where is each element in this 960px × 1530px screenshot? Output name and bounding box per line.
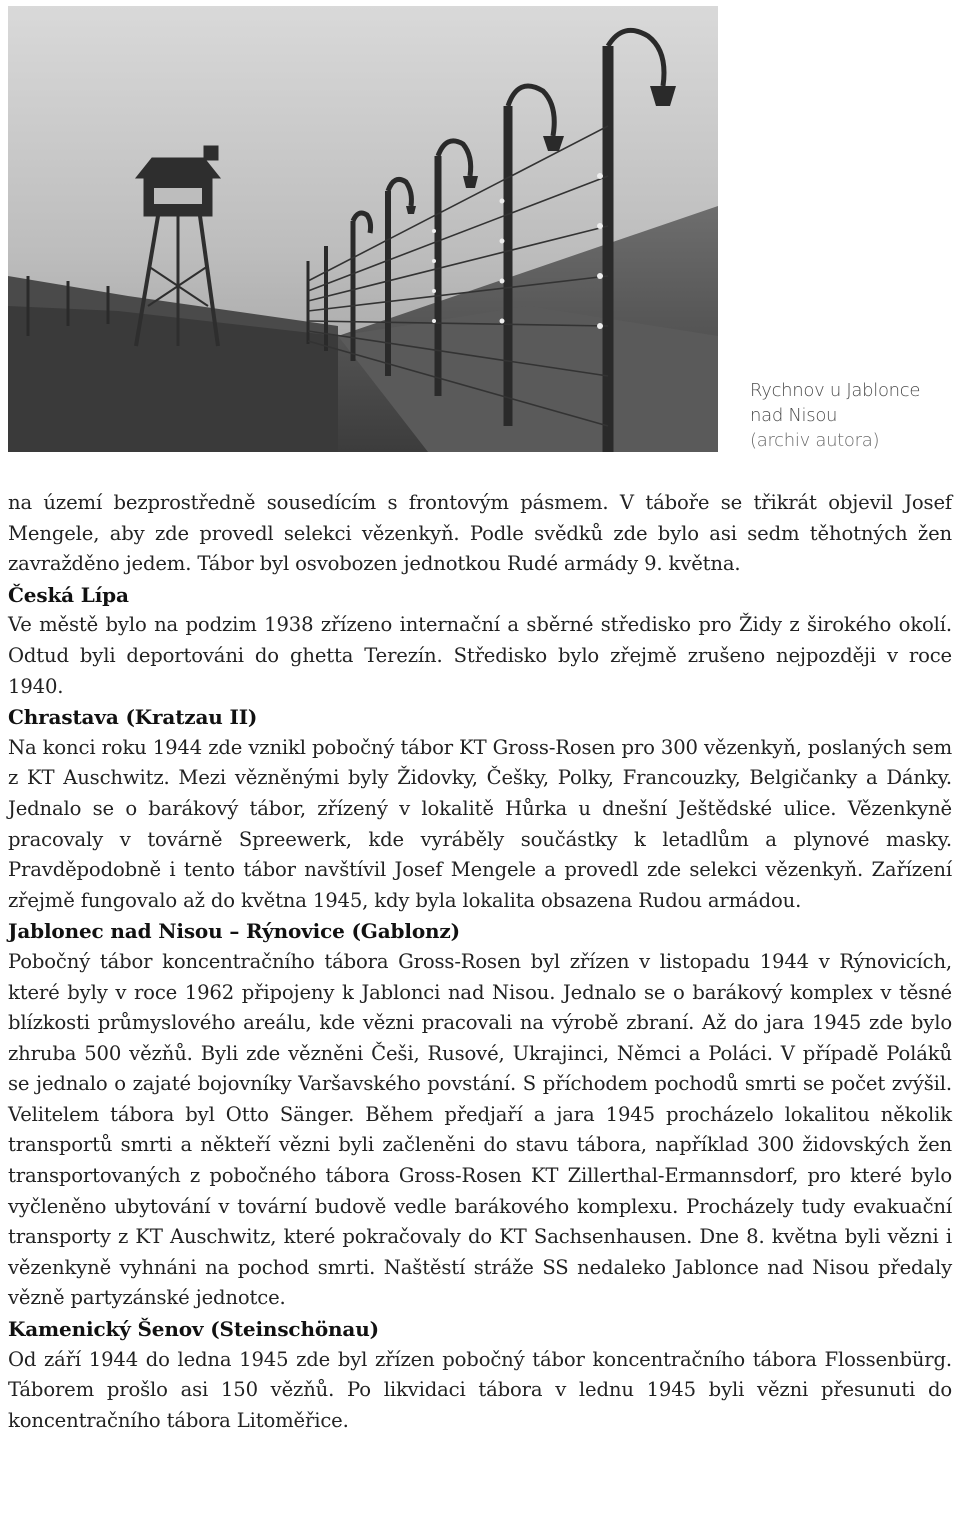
caption-place-line-1: Rychnov u Jablonce: [750, 380, 921, 401]
article-text: [8, 488, 952, 1436]
caption-place-line-2: nad Nisou: [750, 405, 838, 426]
caption-source: (archiv autora): [750, 430, 880, 451]
archive-photo: [8, 6, 718, 452]
paragraph-ceska-lipa: Ve městě bylo na podzim 1938 zřízeno internační a sběrné středisko pro Židy z širokého okolí. Odtud byli deportováni do ghetta Terezín. Středisko bylo zřejmě zrušeno nejpozději v roce 1940.: [8, 613, 952, 698]
heading-chrastava: Chrastava (Kratzau II): [8, 705, 258, 730]
camp-fence-photo-graphic: [8, 6, 718, 452]
heading-kamenicky-senov: Kamenický Šenov (Steinschönau): [8, 1317, 379, 1342]
heading-jablonec-rynovice: Jablonec nad Nisou – Rýnovice (Gablonz): [8, 919, 460, 944]
photo-caption: [750, 378, 950, 453]
paragraph-kamenicky-senov: Od září 1944 do ledna 1945 zde byl zřízen pobočný tábor koncentračního tábora Flossenbürg. Táborem prošlo asi 150 vězňů. Po likvidaci tábora v lednu 1945 byli vězni přesunuti do koncentračního tábora Litoměřice.: [8, 1347, 952, 1432]
paragraph-jablonec-rynovice: Pobočný tábor koncentračního tábora Gross-Rosen byl zřízen v listopadu 1944 v Rýnovicích, které byly v roce 1962 připojeny k Jablonci nad Nisou. Jednalo se o barákový komplex v těsné blízkosti průmyslového areálu, kde vězni pracovali na výrobě zbraní. Až do jara 1945 zde bylo zhruba 500 vězňů. Byli zde vězněni Češi, Rusové, Ukrajinci, Němci a Poláci. V případě Poláků se jednalo o zajaté bojovníky Varšavského povstání. S příchodem pochodů smrti se počet zvýšil. Velitelem tábora byl Otto Sänger. Během předjaří a jara 1945 procházelo lokalitou několik transportů smrti a někteří vězni byli začleněni do stavu tábora, například 300 židovských žen transportovaných z pobočného tábora Gross-Rosen KT Zillerthal-Ermannsdorf, pro které bylo vyčleněno ubytování v tovární budově vedle barákového komplexu. Procházely tudy evakuační transporty z KT Auschwitz, které pokračovaly do KT Sachsenhausen. Dne 8. května byli vězni i vězenkyně vyhnáni na pochod smrti. Naštěstí stráže SS nedaleko Jablonce nad Nisou předaly vězně partyzánské jednotce.: [8, 949, 952, 1310]
paragraph-intro: na území bezprostředně sousedícím s frontovým pásmem. V táboře se třikrát objevil Josef Mengele, aby zde provedl selekci vězenkyň. Podle svědků zde bylo asi sedm těhotných žen zavražděno jedem. Tábor byl osvobozen jednotkou Rudé armády 9. května.: [8, 491, 952, 576]
paragraph-chrastava: Na konci roku 1944 zde vznikl pobočný tábor KT Gross-Rosen pro 300 vězenkyň, poslaných sem z KT Auschwitz. Mezi vězněnými byly Židovky, Češky, Polky, Francouzky, Belgičanky a Dánky. Jednalo se o barákový tábor, zřízený v lokalitě Hůrka u dnešní Ještědské ulice. Vězenkyně pracovaly v továrně Spreewerk, kde vyráběly součástky k letadlům a plynové masky. Pravděpodobně i tento tábor navštívil Josef Mengele a provedl zde selekci vězenkyň. Zařízení zřejmě fungovalo až do května 1945, kdy byla lokalita obsazena Rudou armádou.: [8, 735, 952, 912]
heading-ceska-lipa: Česká Lípa: [8, 582, 129, 607]
